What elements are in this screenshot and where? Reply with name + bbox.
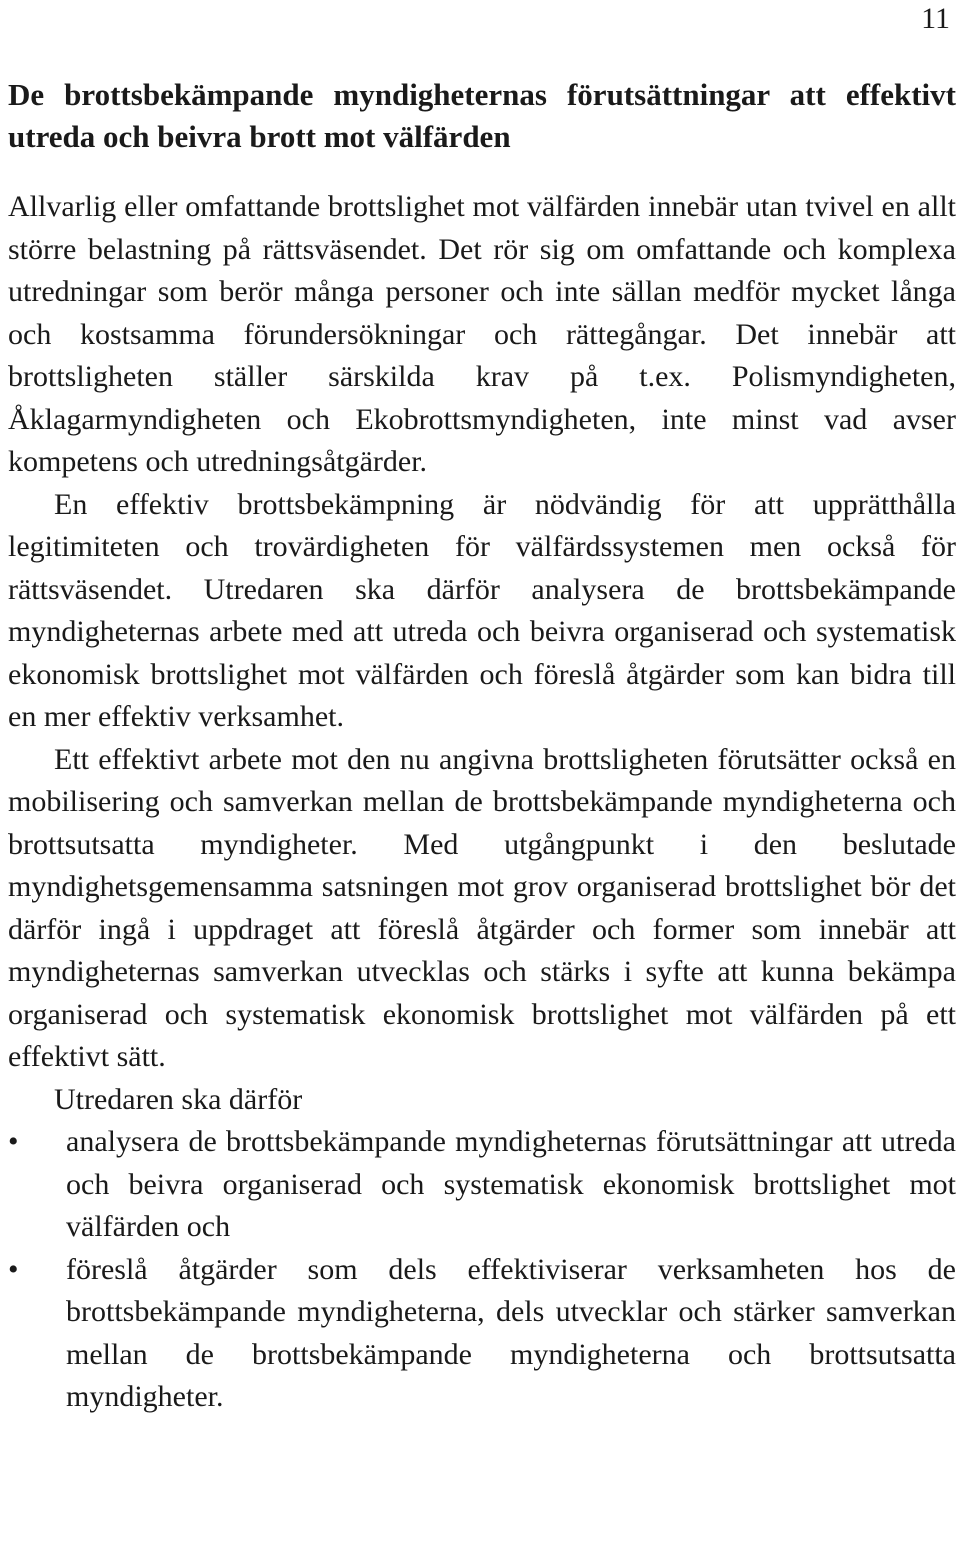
list-item [8, 1121, 956, 1249]
list-item [8, 1249, 956, 1419]
bullet-list [8, 1121, 956, 1419]
paragraph: Allvarlig eller omfattande brottslighet mot välfärden innebär utan tvivel en allt större belastning på rättsväsendet. Det rör sig om omfattande och komplexa utredningar som berör många personer och inte sällan medför mycket långa och kostsamma förundersökningar och rättegångar. Det innebär att brottsligheten ställer särskilda krav på t.ex. Polismyndigheten, Åklagarmyndigheten och Ekobrottsmyndigheten, inte minst vad avser kompetens och utredningsåtgärder. [8, 190, 956, 478]
list-item-text: föreslå åtgärder som dels effektiviserar verksamheten hos de brottsbekämpande myndigheterna, dels utvecklar och stärker samverkan mellan de brottsbekämpande myndigheterna och brottsutsatta myndigheter. [66, 1252, 956, 1413]
paragraph-list-intro: Utredaren ska därför [54, 1082, 303, 1116]
list-item-text: analysera de brottsbekämpande myndigheternas förutsättningar att utreda och beivra organiserad och systematisk ekonomisk brottslighet mot välfärden och [66, 1125, 956, 1243]
document-body [8, 74, 956, 1419]
paragraph: En effektiv brottsbekämpning är nödvändig för att upprätthålla legitimiteten och trovärdigheten för välfärdssystemen men också för rättsväsendet. Utredaren ska därför analysera de brottsbekämpande myndigheternas arbete med att utreda och beivra organiserad och systematisk ekonomisk brottslighet mot välfärden och föreslå åtgärder som kan bidra till en mer effektiv verksamhet. [8, 487, 956, 733]
page-number: 11 [921, 2, 950, 35]
paragraph: Ett effektivt arbete mot den nu angivna brottsligheten förutsätter också en mobilisering och samverkan mellan de brottsbekämpande myndigheterna och brottsutsatta myndigheter. Med utgångpunkt i den beslutade myndighetsgemensamma satsningen mot grov organiserad brottslighet bör det därför ingå i uppdraget att föreslå åtgärder och former som innebär att myndigheternas samverkan utvecklas och stärks i syfte att kunna bekämpa organiserad och systematisk ekonomisk brottslighet mot välfärden på ett effektivt sätt. [8, 742, 956, 1073]
bullet-icon: • [8, 1252, 19, 1286]
section-heading: De brottsbekämpande myndigheternas förutsättningar att effektivt utreda och beivra brott mot välfärden [8, 77, 956, 154]
bullet-icon: • [8, 1125, 19, 1158]
